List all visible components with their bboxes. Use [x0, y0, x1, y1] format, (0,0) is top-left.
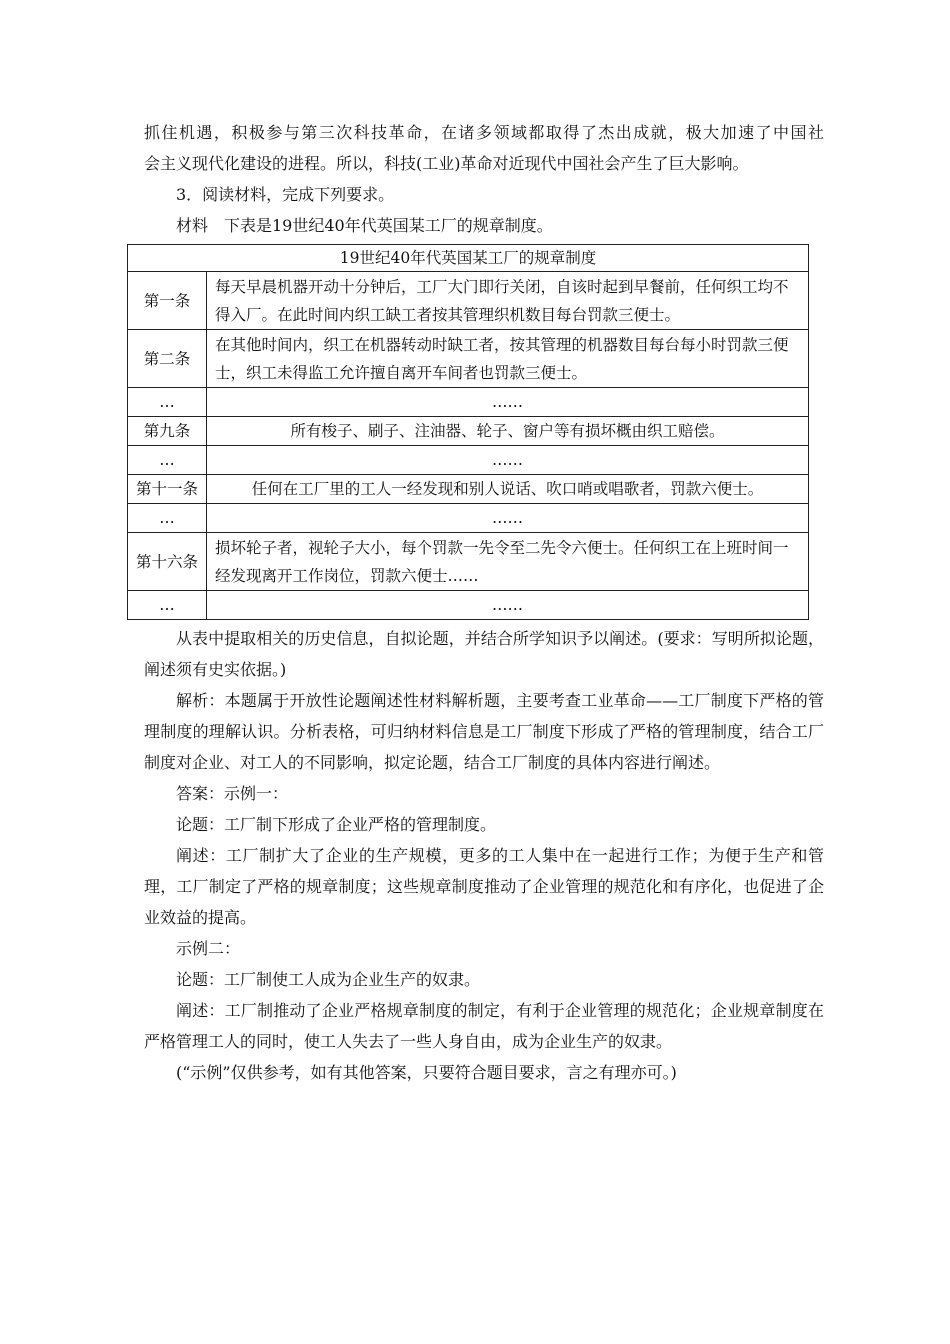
rule-content: …… — [207, 388, 809, 417]
analysis-text: 解析：本题属于开放性论题阐述性材料解析题，主要考查工业革命——工厂制度下严格的管理制度的理解认识。分析表格，可归纳材料信息是工厂制度下形成了严格的管理制度，结合工厂制度对企业、对工人的不同影响，拟定论题，结合工厂制度的具体内容进行阐述。 — [144, 691, 824, 772]
table-row — [128, 388, 809, 417]
rule-label: … — [128, 388, 207, 417]
rule-content: 损坏轮子者，视轮子大小，每个罚款一先令至二先令六便士。任何织工在上班时间一经发现离开工作岗位，罚款六便士…… — [207, 533, 809, 591]
answer-intro: 答案：示例一： — [176, 784, 289, 803]
example2-thesis: 论题：工厂制使工人成为企业生产的奴隶。 — [176, 970, 481, 989]
rule-content: 在其他时间内，织工在机器转动时缺工者，按其管理的机器数目每台每小时罚款三便士，织工未得监工允许擅自离开车间者也罚款三便士。 — [207, 330, 809, 388]
rule-content: 每天早晨机器开动十分钟后，工厂大门即行关闭，自该时起到早餐前，任何织工均不得入厂。在此时间内织工缺工者按其管理织机数目每台罚款三便士。 — [207, 272, 809, 330]
example1-thesis: 论题：工厂制下形成了企业严格的管理制度。 — [176, 815, 497, 834]
rule-label: 第十一条 — [128, 475, 207, 504]
rule-label: … — [128, 591, 207, 620]
question-title: 3．阅读材料，完成下列要求。 — [176, 185, 395, 204]
table-row — [128, 504, 809, 533]
table-row — [128, 330, 809, 388]
reference-note: (“示例”仅供参考，如有其他答案，只要符合题目要求，言之有理亦可。) — [176, 1063, 677, 1082]
example2-intro: 示例二： — [176, 939, 241, 958]
rule-label: 第十六条 — [128, 533, 207, 591]
rule-label: 第二条 — [128, 330, 207, 388]
rule-content: …… — [207, 446, 809, 475]
rule-content: 所有梭子、刷子、注油器、轮子、窗户等有损坏概由织工赔偿。 — [207, 417, 809, 446]
table-row — [128, 475, 809, 504]
table-row — [128, 591, 809, 620]
requirement-text: 从表中提取相关的历史信息，自拟论题，并结合所学知识予以阐述。(要求：写明所拟论题，阐述须有史实依据。) — [144, 629, 824, 679]
body-line-1: 抓住机遇，积极参与第三次科技革命，在诸多领域都取得了杰出成就，极大加速了中国社 — [144, 123, 824, 142]
rule-label: 第一条 — [128, 272, 207, 330]
body-line-2: 会主义现代化建设的进程。所以，科技(工业)革命对近现代中国社会产生了巨大影响。 — [144, 154, 749, 173]
rule-label: … — [128, 446, 207, 475]
material-intro: 材料 下表是19世纪40年代英国某工厂的规章制度。 — [176, 216, 553, 235]
table-row — [128, 272, 809, 330]
table-title-row — [128, 245, 809, 272]
rule-content: …… — [207, 504, 809, 533]
table-row — [128, 533, 809, 591]
rule-content: …… — [207, 591, 809, 620]
rule-label: 第九条 — [128, 417, 207, 446]
example2-exposition: 阐述：工厂制推动了企业严格规章制度的制定，有利于企业管理的规范化；企业规章制度在严格管理工人的同时，使工人失去了一些人身自由，成为企业生产的奴隶。 — [144, 1001, 824, 1051]
example1-exposition: 阐述：工厂制扩大了企业的生产规模，更多的工人集中在一起进行工作；为便于生产和管理，工厂制定了严格的规章制度；这些规章制度推动了企业管理的规范化和有序化，也促进了企业效益的提高。 — [144, 846, 824, 927]
table-row — [128, 446, 809, 475]
rule-content: 任何在工厂里的工人一经发现和别人说话、吹口哨或唱歌者，罚款六便士。 — [207, 475, 809, 504]
regulations-table — [127, 244, 809, 620]
rule-label: … — [128, 504, 207, 533]
table-row — [128, 417, 809, 446]
table-title: 19世纪40年代英国某工厂的规章制度 — [128, 245, 809, 272]
document-page — [135, 117, 824, 1088]
